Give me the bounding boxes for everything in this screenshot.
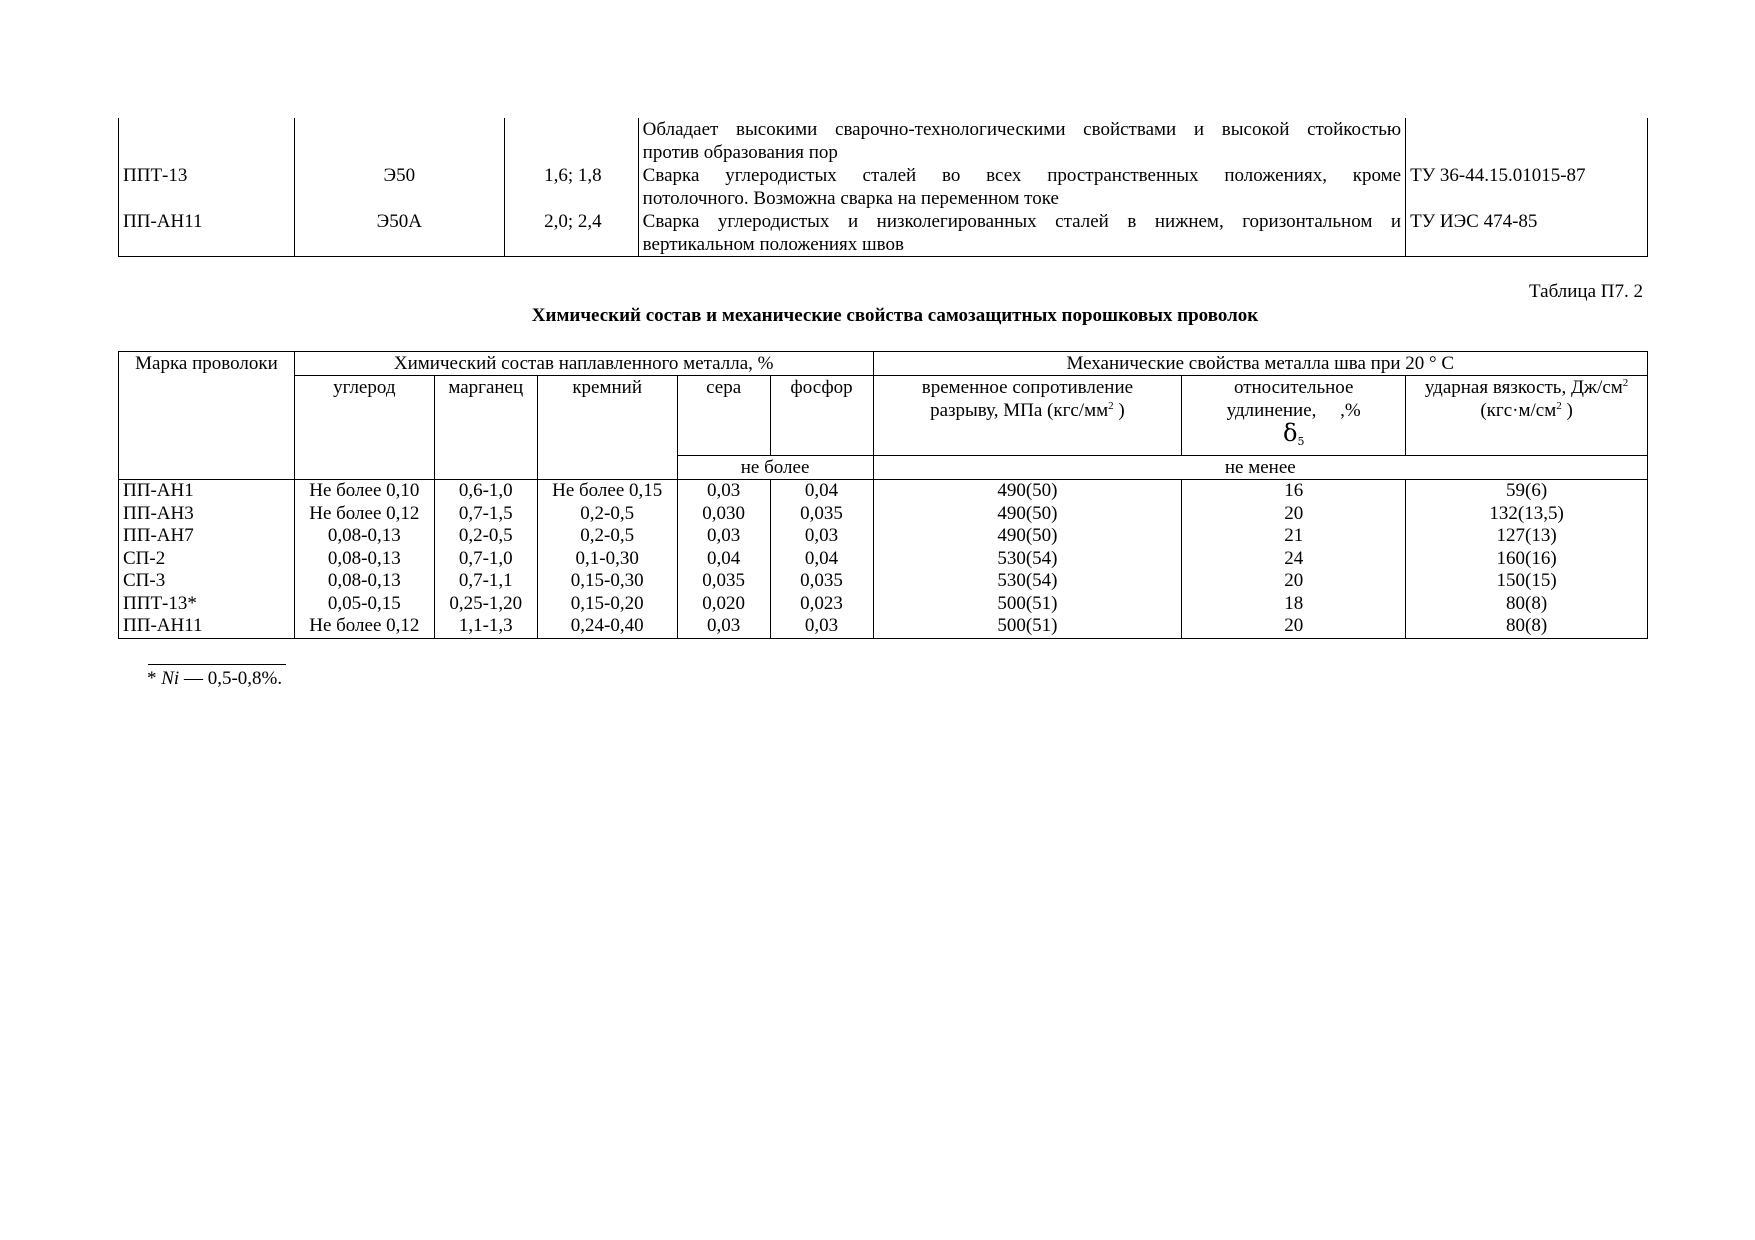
wire-grade: ПП-АН11 — [119, 210, 295, 257]
header-impact: ударная вязкость, $Дж/см^2$ ($кгс\cdot м/см^2$ ) — [1406, 376, 1648, 456]
phosphorus-cell: 0,04 — [770, 480, 873, 503]
table-title: Химический состав и механические свойства самозащитных порошковых проволок — [531, 305, 1259, 326]
sulfur-cell: 0,030 — [677, 503, 770, 526]
phosphorus-cell: 0,04 — [770, 548, 873, 571]
header-phosphorus: фосфор — [770, 376, 873, 456]
elongation-cell: 20 — [1182, 570, 1406, 593]
tensile-cell: 490(50) — [873, 525, 1182, 548]
phosphorus-cell: 0,03 — [770, 615, 873, 638]
sulfur-cell: 0,03 — [677, 615, 770, 638]
wire-grade: ППТ-13* — [119, 593, 295, 616]
manganese-cell: 0,7-1,5 — [434, 503, 537, 526]
impact-cell: 80(8) — [1406, 593, 1648, 616]
tensile-cell: 490(50) — [873, 480, 1182, 503]
silicon-cell: 0,1-0,30 — [537, 548, 677, 571]
impact-cell: 132(13,5) — [1406, 503, 1648, 526]
elongation-cell: 18 — [1182, 593, 1406, 616]
sulfur-cell: 0,020 — [677, 593, 770, 616]
carbon-cell: 0,08-0,13 — [294, 525, 434, 548]
composition-table — [118, 351, 1648, 639]
table-row — [119, 548, 1648, 571]
sulfur-cell: 0,035 — [677, 570, 770, 593]
footnote: * Ni — 0,5-0,8%. — [147, 668, 283, 689]
manganese-cell: 0,7-1,1 — [434, 570, 537, 593]
continued-row — [119, 164, 1648, 210]
header-grade: Марка проволоки — [119, 352, 295, 480]
elongation-cell: 24 — [1182, 548, 1406, 571]
elongation-cell: 20 — [1182, 615, 1406, 638]
silicon-cell: 0,24-0,40 — [537, 615, 677, 638]
tensile-cell: 490(50) — [873, 503, 1182, 526]
electrode-type: Э50 — [294, 164, 504, 210]
footnote-rule — [148, 664, 286, 665]
tensile-cell: 530(54) — [873, 570, 1182, 593]
tensile-cell: 500(51) — [873, 593, 1182, 616]
purpose-text: Сварка углеродистых сталей во всех пространственных положениях, кроме потолочного. Возможна сварка на переменном токе — [638, 164, 1405, 210]
table-row — [119, 525, 1648, 548]
carbon-cell: Не более 0,12 — [294, 615, 434, 638]
header-mech-group: Механические свойства металла шва при 20 ° С — [873, 352, 1647, 376]
wire-diameter: 1,6; 1,8 — [504, 164, 638, 210]
phosphorus-cell: 0,023 — [770, 593, 873, 616]
carbon-cell: Не более 0,12 — [294, 503, 434, 526]
header-carbon: углерод — [294, 376, 434, 456]
elongation-cell: 21 — [1182, 525, 1406, 548]
delta-symbol: $\delta_5$ — [1282, 419, 1305, 448]
carbon-cell: Не более 0,10 — [294, 480, 434, 503]
continued-row — [119, 210, 1648, 257]
carbon-cell: 0,05-0,15 — [294, 593, 434, 616]
tensile-cell: 530(54) — [873, 548, 1182, 571]
impact-cell: 80(8) — [1406, 615, 1648, 638]
impact-cell: 150(15) — [1406, 570, 1648, 593]
table-row — [119, 503, 1648, 526]
impact-cell: 127(13) — [1406, 525, 1648, 548]
manganese-cell: 0,7-1,0 — [434, 548, 537, 571]
header-silicon: кремний — [537, 376, 677, 456]
elongation-cell: 20 — [1182, 503, 1406, 526]
wire-grade: ПП-АН11 — [119, 615, 295, 638]
purpose-text: Обладает высокими сварочно-технологическими свойствами и высокой стойкостью против образования пор — [638, 118, 1405, 164]
manganese-cell: 0,6-1,0 — [434, 480, 537, 503]
table-row — [119, 570, 1648, 593]
continued-table — [118, 118, 1648, 257]
standard-ref — [1406, 118, 1648, 164]
impact-cell: 59(6) — [1406, 480, 1648, 503]
manganese-cell: 0,2-0,5 — [434, 525, 537, 548]
phosphorus-cell: 0,035 — [770, 503, 873, 526]
carbon-cell: 0,08-0,13 — [294, 570, 434, 593]
electrode-type: Э50А — [294, 210, 504, 257]
header-sulfur: сера — [677, 376, 770, 456]
sulfur-cell: 0,03 — [677, 525, 770, 548]
wire-diameter — [504, 118, 638, 164]
wire-grade: СП-2 — [119, 548, 295, 571]
table-row — [119, 480, 1648, 503]
impact-cell: 160(16) — [1406, 548, 1648, 571]
table-row — [119, 615, 1648, 638]
header-not-less: не менее — [873, 456, 1647, 480]
wire-grade: СП-3 — [119, 570, 295, 593]
wire-grade — [119, 118, 295, 164]
standard-ref: ТУ 36-44.15.01015-87 — [1406, 164, 1648, 210]
tensile-cell: 500(51) — [873, 615, 1182, 638]
header-tensile: временное сопротивление разрыву, МПа ($кгс/мм^2$ ) — [873, 376, 1182, 456]
purpose-text: Сварка углеродистых и низколегированных сталей в нижнем, горизонтальном и вертикальном положениях швов — [638, 210, 1405, 257]
silicon-cell: 0,15-0,30 — [537, 570, 677, 593]
silicon-cell: 0,2-0,5 — [537, 503, 677, 526]
electrode-type — [294, 118, 504, 164]
elongation-cell: 16 — [1182, 480, 1406, 503]
sulfur-cell: 0,04 — [677, 548, 770, 571]
phosphorus-cell: 0,035 — [770, 570, 873, 593]
wire-grade: ПП-АН7 — [119, 525, 295, 548]
silicon-cell: 0,2-0,5 — [537, 525, 677, 548]
header-not-more: не более — [677, 456, 873, 480]
table-row — [119, 593, 1648, 616]
header-chem-group: Химический состав наплавленного металла, % — [294, 352, 873, 376]
manganese-cell: 1,1-1,3 — [434, 615, 537, 638]
silicon-cell: Не более 0,15 — [537, 480, 677, 503]
wire-grade: ПП-АН1 — [119, 480, 295, 503]
phosphorus-cell: 0,03 — [770, 525, 873, 548]
silicon-cell: 0,15-0,20 — [537, 593, 677, 616]
table-number: Таблица П7. 2 — [1529, 281, 1643, 302]
header-manganese: марганец — [434, 376, 537, 456]
carbon-cell: 0,08-0,13 — [294, 548, 434, 571]
standard-ref: ТУ ИЭС 474-85 — [1406, 210, 1648, 257]
continued-row — [119, 118, 1648, 164]
wire-diameter: 2,0; 2,4 — [504, 210, 638, 257]
sulfur-cell: 0,03 — [677, 480, 770, 503]
header-elongation: относительное удлинение, ,% $\delta_5$ — [1182, 376, 1406, 456]
wire-grade: ППТ-13 — [119, 164, 295, 210]
manganese-cell: 0,25-1,20 — [434, 593, 537, 616]
wire-grade: ПП-АН3 — [119, 503, 295, 526]
